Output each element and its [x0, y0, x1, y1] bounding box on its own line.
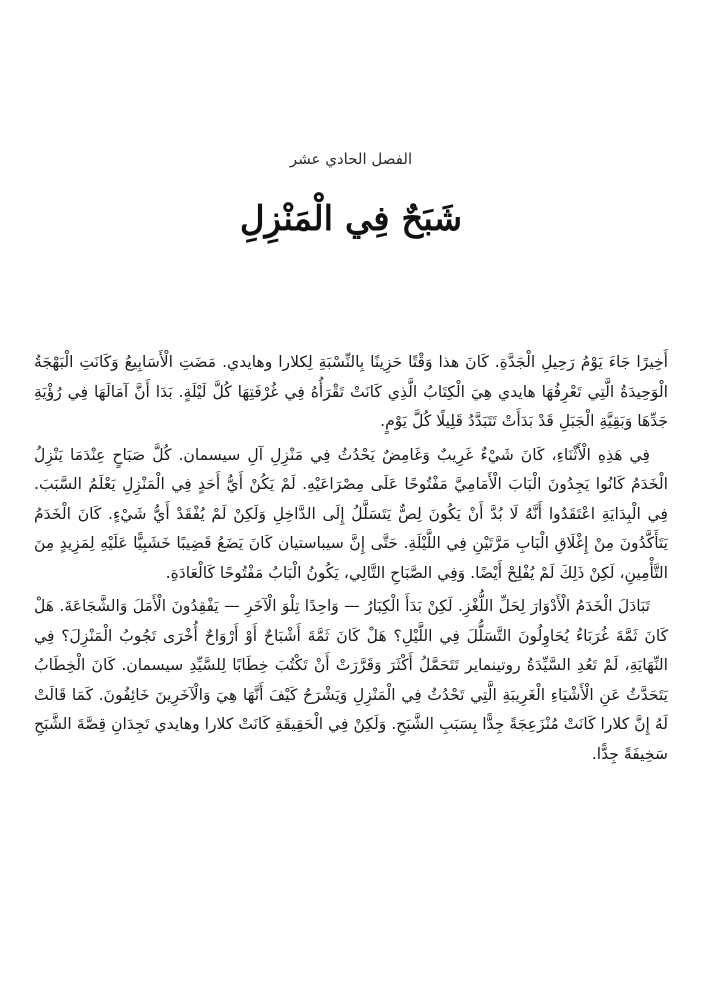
chapter-body: [34, 348, 668, 773]
chapter-title: شَبَحٌ فِي الْمَنْزِلِ: [239, 199, 463, 239]
chapter-label: الفصل الحادي عشر: [289, 150, 413, 168]
paragraph-2: فِي هَذِهِ الْأَثْنَاءِ، كَانَ شَيْءٌ غَرِيبٌ وَغَامِضٌ يَحْدُثُ فِي مَنْزِلِ آلِ سيسمان. كُلَّ صَبَاحٍ عِنْدَمَا يَنْزِلُ الْخَدَمُ كَانُوا يَجِدُونَ الْبَابَ الْأَمَامِيَّ مَفْتُوحًا عَلَى مِصْرَاعَيْهِ. لَمْ يَكُنْ أَيُّ أَحَدٍ فِي الْمَنْزِلِ يَعْلَمُ السَّبَبَ. فِي الْبِدَايَةِ اعْتَقَدُوا أَنَّهُ لَا بُدَّ أَنْ يَكُونَ لِصٌّ يَتَسَلَّلُ إِلَى الدَّاخِلِ وَلَكِنْ لَمْ يُفْقَدْ أَيُّ شَيْءٍ. كَانَ الْخَدَمُ يَتَأَكَّدُونَ مِنْ إِغْلَاقِ الْبَابِ مَرَّتَيْنِ فِي اللَّيْلَةِ. حَتَّى إِنَّ سيباستيان كَانَ يَضَعُ قَضِيبًا خَشَبِيًّا عَلَيْهِ لِمَزِيدٍ مِنَ التَّأْمِينِ، لَكِنْ ذَلِكَ لَمْ يُفْلِحْ أَيْضًا. وَفِي الصَّبَاحِ التَّالِي، يَكُونُ الْبَابُ مَفْتُوحًا كَالْعَادَةِ.: [34, 445, 668, 582]
paragraph-1: أَخِيرًا جَاءَ يَوْمُ رَحِيلِ الْجَدَّةِ. كَانَ هذا وَقْتًا حَزِينًا بِالنِّسْبَةِ لِكلارا وهايدي. مَضَتِ الْأَسَابِيعُ وَكَانَتِ الْبَهْجَةُ الْوَحِيدَةُ الَّتِي تَعْرِفُهَا هايدي هِيَ الْكِتَابُ الَّذِي كَانَتْ تَقْرَأُهُ فِي غُرْفَتِهَا كُلَّ لَيْلَةٍ. بَدَا أَنَّ آمَالَهَا فِي رُؤْيَةِ جَدِّهَا وَبَقِيَّةِ الْجَبَلِ قَدْ بَدَأَتْ تَتَبَدَّدُ قَلِيلًا كُلَّ يَوْمٍ.: [34, 353, 668, 430]
paragraph-3: تَبَادَلَ الْخَدَمُ الْأَدْوَارَ لِحَلِّ اللُّغْزِ. لَكِنْ بَدَأَ الْكِبَارُ — وَاحِدًا تِلْوَ الْآخَرِ — يَفْقِدُونَ الْأَمَلَ وَالشَّجَاعَةَ. هَلْ كَانَ ثَمَّةَ غُرَبَاءُ يُحَاوِلُونَ التَّسَلُّلَ فِي اللَّيْلِ؟ هَلْ كَانَ ثَمَّةَ أَشْبَاحٌ أَوْ أَرْوَاحٌ أُخْرَى تَجُوبُ الْمَنْزِلَ؟ فِي النِّهَايَةِ، لَمْ تَعُدِ السَّيِّدَةُ روتينماير تَتَحَمَّلُ أَكْثَرَ وَقَرَّرَتْ أَنْ تَكْتُبَ خِطَابًا لِلسَّيِّدِ سيسمان. كَانَ الْخِطَابُ يَتَحَدَّثُ عَنِ الْأَشْيَاءِ الْغَرِيبَةِ الَّتِي تَحْدُثُ فِي الْمَنْزِلِ وَيَشْرَحُ كَيْفَ أَنَّهَا هِيَ وَالْآخَرِينَ خَائِفُونَ. كَمَا قَالَتْ لَهُ إِنَّ كلارا كَانَتْ مُنْزَعِجَةً جِدًّا بِسَبَبِ الشَّبَحِ. وَلَكِنْ فِي الْحَقِيقَةِ كَانَتْ كلارا وهايدي تَجِدَانِ قِصَّةَ الشَّبَحِ سَخِيفَةً جِدًّا.: [34, 597, 668, 763]
